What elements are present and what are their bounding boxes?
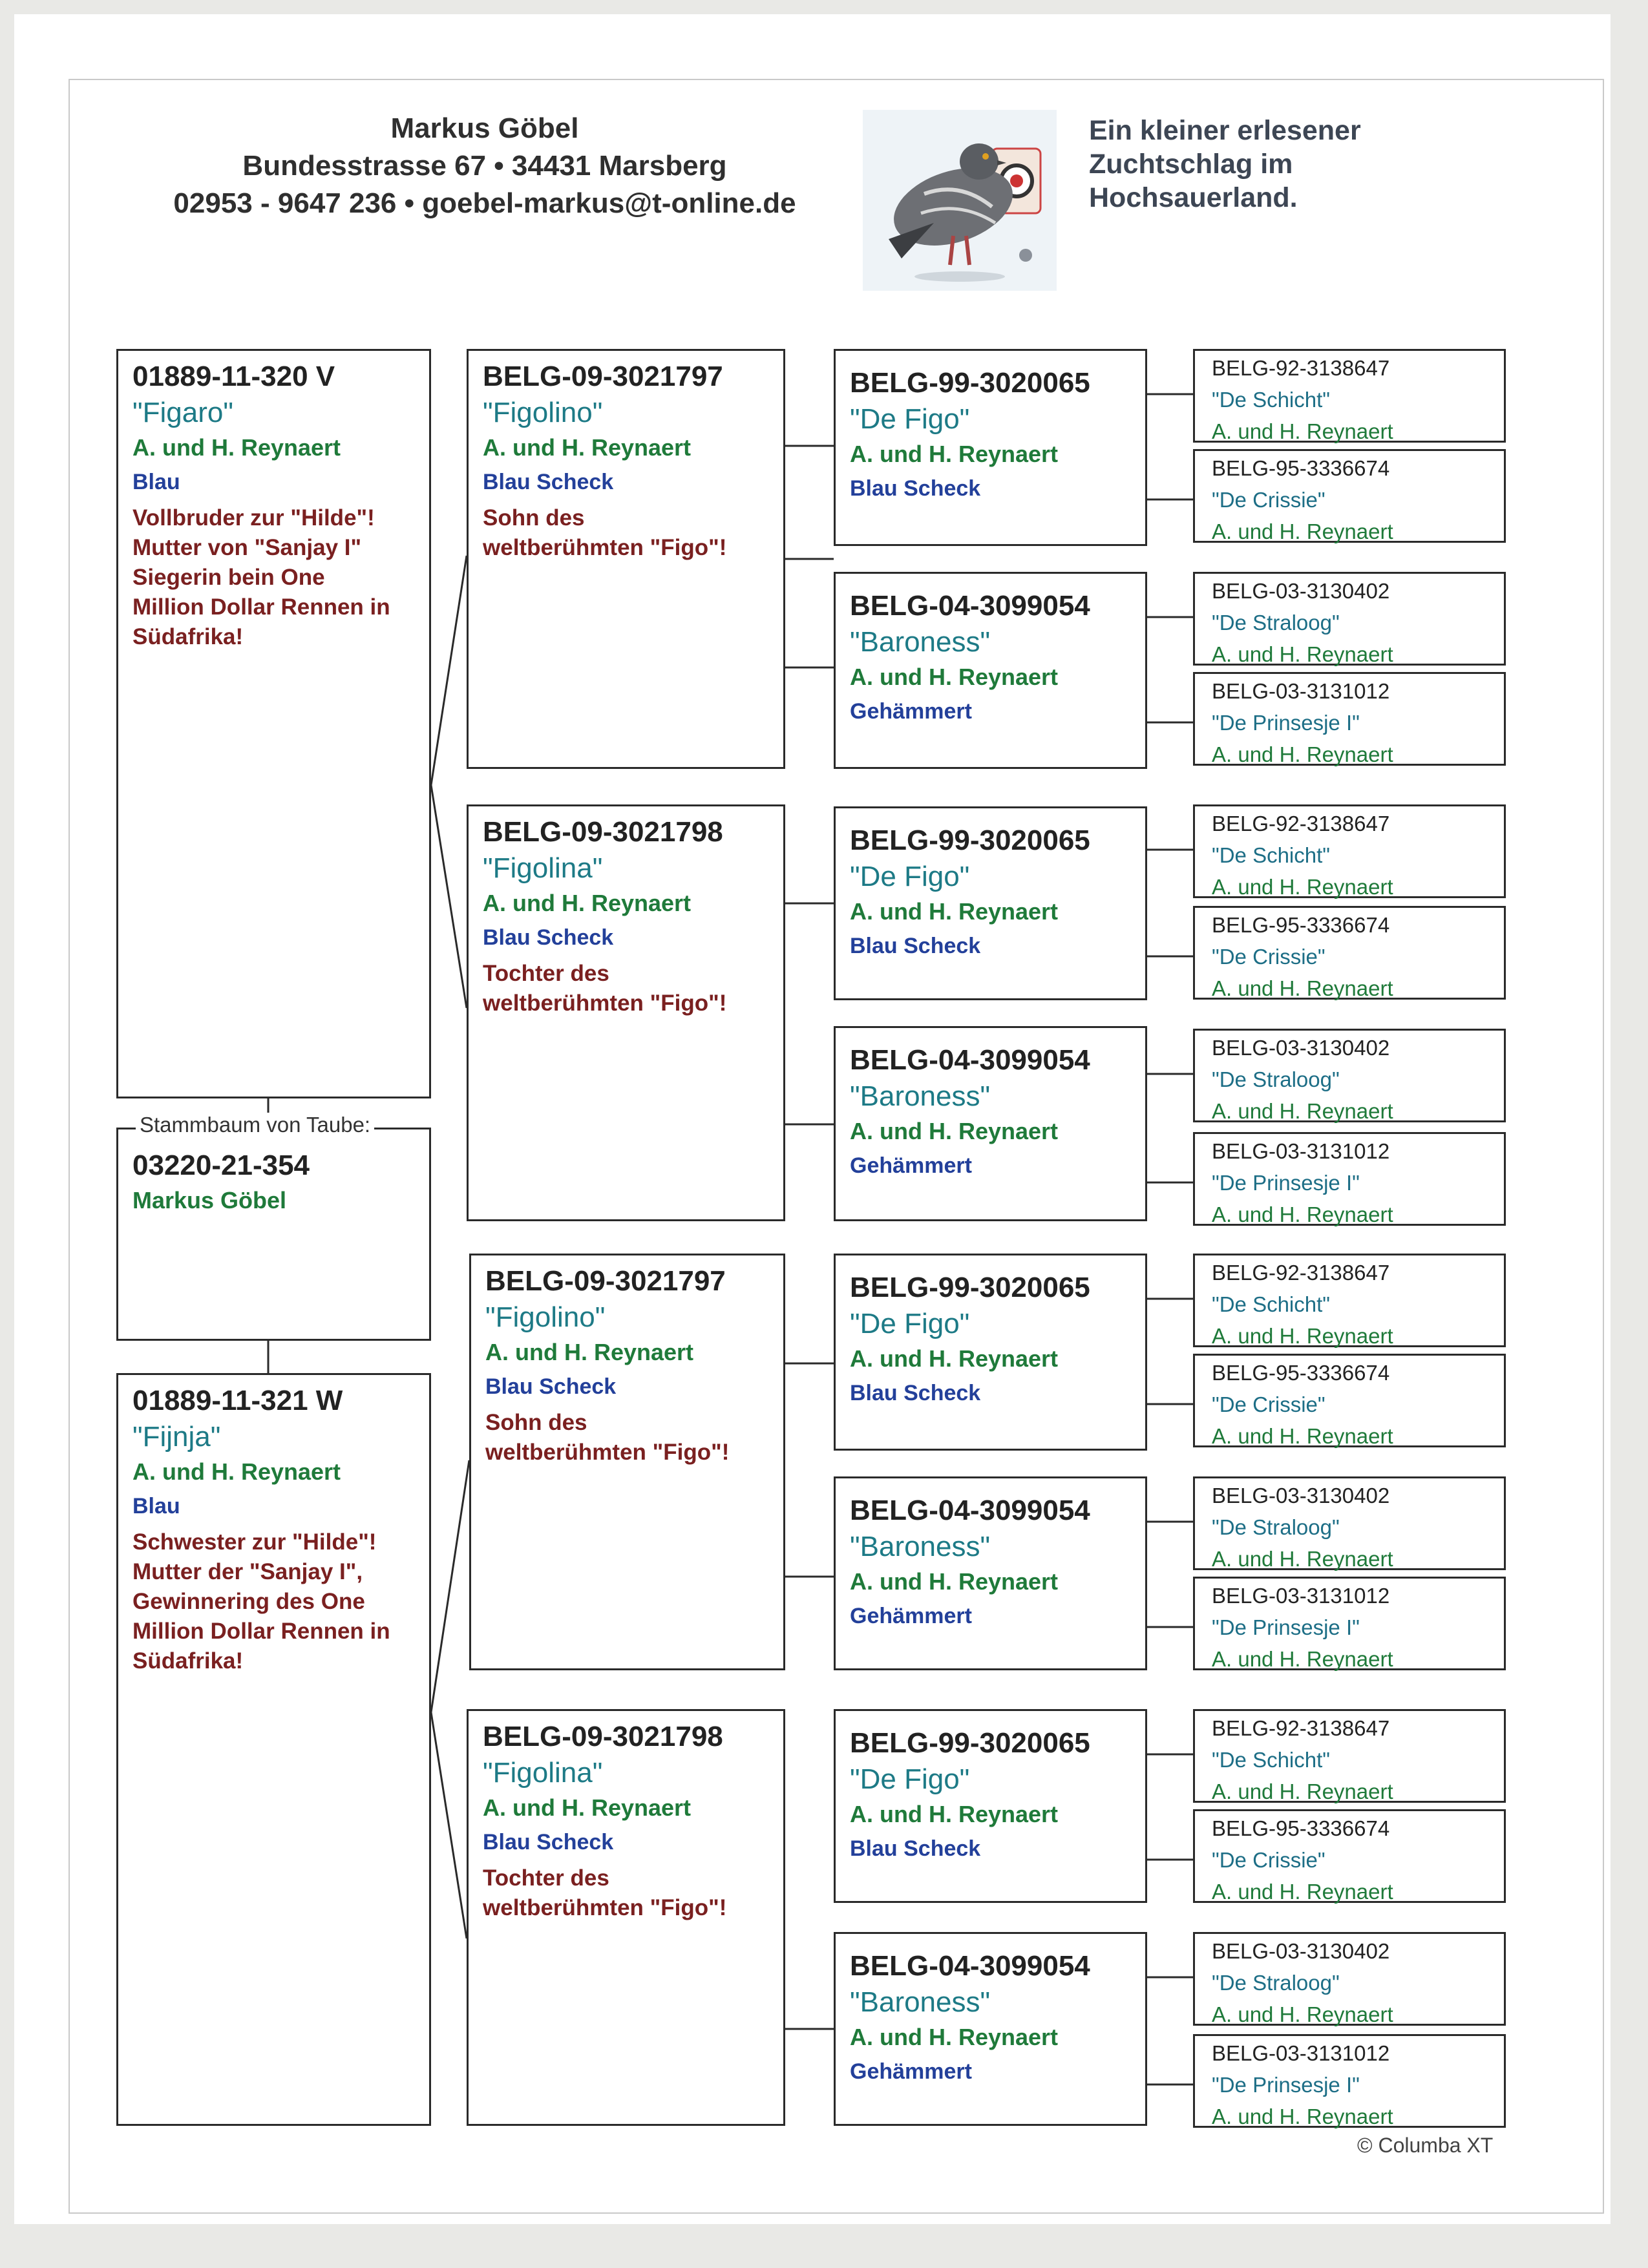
pigeon-name: "De Prinsesje I" [1212, 1171, 1360, 1195]
pigeon-breeder: A. und H. Reynaert [1212, 520, 1393, 543]
pigeon-name: "Figolina" [483, 1757, 603, 1789]
copyright: © Columba XT [1357, 2134, 1494, 2157]
father-name: "Figaro" [132, 397, 233, 428]
pigeon-ring: BELG-03-3131012 [1212, 1584, 1390, 1608]
pigeon-color: Blau Scheck [850, 934, 981, 958]
pigeon-breeder: A. und H. Reynaert [1212, 1202, 1393, 1226]
note-line: weltberühmten "Figo"! [485, 1440, 730, 1465]
note-line: Sohn des [483, 505, 585, 530]
pigeon-breeder: A. und H. Reynaert [1212, 1324, 1393, 1348]
mother-name: "Fijnja" [132, 1421, 221, 1453]
subject-owner: Markus Göbel [132, 1187, 287, 1213]
pigeon-name: "De Figo" [850, 1763, 970, 1795]
subject-box [116, 1128, 431, 1341]
breeder-name: Markus Göbel [390, 112, 579, 144]
pigeon-color: Gehämmert [850, 2059, 972, 2084]
pigeon-breeder: A. und H. Reynaert [1212, 976, 1393, 1000]
pigeon-breeder: A. und H. Reynaert [1212, 1547, 1393, 1571]
pigeon-name: "Baroness" [850, 1531, 991, 1562]
pigeon-breeder: A. und H. Reynaert [1212, 2105, 1393, 2128]
pigeon-name: "De Schicht" [1212, 1292, 1330, 1316]
pigeon-ring: BELG-95-3336674 [1212, 913, 1390, 937]
pigeon-breeder: A. und H. Reynaert [1212, 2002, 1393, 2026]
father-color: Blau [132, 470, 180, 494]
ancestor-box [1193, 449, 1506, 543]
pigeon-breeder: A. und H. Reynaert [1212, 1880, 1393, 1904]
pigeon-color: Blau Scheck [483, 925, 614, 950]
subject-legend: Stammbaum von Taube: [136, 1113, 374, 1137]
pigeon-ring: BELG-04-3099054 [850, 1495, 1090, 1526]
pigeon-ring: BELG-09-3021798 [483, 816, 723, 848]
mother-box [116, 1373, 431, 2126]
pigeon-name: "Figolina" [483, 852, 603, 884]
pigeon-name: "De Crissie" [1212, 488, 1326, 512]
pigeon-ring: BELG-09-3021797 [483, 361, 723, 392]
pigeon-ring: BELG-03-3130402 [1212, 579, 1390, 603]
subject-ring: 03220-21-354 [132, 1150, 310, 1181]
slogan-line-3: Hochsauerland. [1089, 182, 1298, 213]
breeder-contact: 02953 - 9647 236 • goebel-markus@t-online.de [173, 187, 796, 219]
ancestor-box [1193, 1354, 1506, 1447]
pigeon-name: "De Straloog" [1212, 1067, 1340, 1091]
grandparent-box [467, 804, 785, 1221]
great-grandparent-box [834, 1026, 1147, 1221]
pigeon-ring: BELG-04-3099054 [850, 1950, 1090, 1982]
pigeon-name: "De Straloog" [1212, 1971, 1340, 1995]
pigeon-ring: BELG-03-3130402 [1212, 1036, 1390, 1060]
pigeon-name: "De Schicht" [1212, 388, 1330, 412]
pigeon-ring: BELG-03-3130402 [1212, 1484, 1390, 1507]
pigeon-ring: BELG-03-3130402 [1212, 1939, 1390, 1963]
ancestor-box [1193, 2034, 1506, 2128]
pigeon-ring: BELG-99-3020065 [850, 1272, 1090, 1303]
pigeon-note [483, 959, 769, 1018]
pigeon-breeder: A. und H. Reynaert [1212, 419, 1393, 443]
breeder-address: Bundesstrasse 67 • 34431 Marsberg [242, 150, 727, 182]
pigeon-name: "Baroness" [850, 1080, 991, 1112]
pigeon-breeder: A. und H. Reynaert [850, 441, 1059, 467]
slogan-line-2: Zuchtschlag im [1089, 149, 1293, 180]
pigeon-color: Gehämmert [850, 1604, 972, 1628]
pigeon-ring: BELG-99-3020065 [850, 367, 1090, 399]
pigeon-breeder: A. und H. Reynaert [850, 1118, 1059, 1144]
mother-color: Blau [132, 1494, 180, 1518]
pigeon-ring: BELG-04-3099054 [850, 590, 1090, 622]
pigeon-name: "De Figo" [850, 403, 970, 435]
pigeon-breeder: A. und H. Reynaert [850, 664, 1059, 690]
pigeon-color: Gehämmert [850, 1153, 972, 1178]
ancestor-box [1193, 672, 1506, 766]
pigeon-color: Blau Scheck [483, 470, 614, 494]
ancestor-box [1193, 349, 1506, 443]
pigeon-name: "De Prinsesje I" [1212, 2073, 1360, 2097]
pigeon-ring: BELG-92-3138647 [1212, 1261, 1390, 1285]
pigeon-breeder: A. und H. Reynaert [1212, 1780, 1393, 1803]
pigeon-breeder: A. und H. Reynaert [483, 890, 692, 916]
pigeon-breeder: A. und H. Reynaert [1212, 875, 1393, 899]
note-line: weltberühmten "Figo"! [483, 1895, 727, 1920]
great-grandparent-box [834, 1254, 1147, 1451]
pigeon-ring: BELG-03-3131012 [1212, 679, 1390, 703]
pigeon-note [483, 503, 769, 563]
ancestor-box [1193, 1932, 1506, 2026]
pigeon-color: Blau Scheck [483, 1830, 614, 1854]
pigeon-ring: BELG-04-3099054 [850, 1044, 1090, 1076]
pigeon-name: "De Prinsesje I" [1212, 711, 1360, 735]
pigeon-name: "De Crissie" [1212, 1392, 1326, 1416]
note-line: Sohn des [485, 1410, 587, 1435]
pigeon-breeder: A. und H. Reynaert [483, 434, 692, 461]
note-line: Tochter des [483, 1865, 609, 1891]
pigeon-name: "Figolino" [485, 1301, 606, 1333]
pigeon-name: "De Figo" [850, 861, 970, 892]
pigeon-name: "Baroness" [850, 1986, 991, 2018]
pigeon-color: Blau Scheck [850, 1381, 981, 1405]
pigeon-name: "Figolino" [483, 397, 603, 428]
mother-note: Schwester zur "Hilde"! Mutter der "Sanjay I", Gewinnering des One Million Dollar Rennen in Südafrika! [132, 1529, 390, 1674]
great-grandparent-box [834, 572, 1147, 769]
ancestor-box [1193, 1132, 1506, 1226]
pigeon-ring: BELG-09-3021798 [483, 1721, 723, 1752]
great-grandparent-box [834, 349, 1147, 546]
pigeon-name: "De Prinsesje I" [1212, 1615, 1360, 1639]
pigeon-breeder: A. und H. Reynaert [1212, 1647, 1393, 1671]
pigeon-name: "De Crissie" [1212, 1848, 1326, 1872]
mother-ring: 01889-11-321 W [132, 1385, 343, 1416]
ancestor-box [1193, 804, 1506, 898]
mother-breeder: A. und H. Reynaert [132, 1458, 341, 1485]
pigeon-color: Gehämmert [850, 699, 972, 724]
note-line: Tochter des [483, 961, 609, 986]
pigeon-ring: BELG-03-3131012 [1212, 2041, 1390, 2065]
pigeon-breeder: A. und H. Reynaert [485, 1339, 694, 1365]
connector-line [431, 1712, 467, 1938]
ancestor-box [1193, 572, 1506, 666]
ancestor-box [1193, 1709, 1506, 1803]
great-grandparent-box [834, 1932, 1147, 2126]
pigeon-name: "De Straloog" [1212, 611, 1340, 635]
pigeon-name: "De Crissie" [1212, 945, 1326, 969]
pigeon-name: "De Figo" [850, 1308, 970, 1339]
pigeon-breeder: A. und H. Reynaert [483, 1794, 692, 1821]
slogan-line-1: Ein kleiner erlesener [1089, 115, 1361, 146]
note-line: weltberühmten "Figo"! [483, 535, 727, 560]
pigeon-breeder: A. und H. Reynaert [850, 1345, 1059, 1372]
pigeon-name: "Baroness" [850, 626, 991, 658]
pigeon-breeder: A. und H. Reynaert [1212, 1424, 1393, 1448]
ancestor-box [1193, 1809, 1506, 1903]
pigeon-ring: BELG-95-3336674 [1212, 456, 1390, 480]
pigeon-ring: BELG-92-3138647 [1212, 1716, 1390, 1740]
pigeon-ring: BELG-03-3131012 [1212, 1139, 1390, 1163]
pigeon-breeder: A. und H. Reynaert [1212, 742, 1393, 766]
pigeon-color: Blau Scheck [850, 1836, 981, 1861]
connector-line [431, 785, 467, 1008]
father-breeder: A. und H. Reynaert [132, 434, 341, 461]
grandparent-box [467, 1709, 785, 2126]
grandparent-box [467, 349, 785, 769]
note-line: weltberühmten "Figo"! [483, 991, 727, 1016]
grandparent-box [469, 1254, 785, 1670]
great-grandparent-box [834, 1709, 1147, 1903]
pigeon-ring: BELG-92-3138647 [1212, 356, 1390, 380]
pigeon-ring: BELG-99-3020065 [850, 824, 1090, 856]
ancestor-box [1193, 1029, 1506, 1122]
father-ring: 01889-11-320 V [132, 361, 335, 392]
pigeon-ring: BELG-99-3020065 [850, 1727, 1090, 1759]
pigeon-name: "De Schicht" [1212, 1748, 1330, 1772]
pigeon-color: Blau Scheck [485, 1374, 617, 1399]
ancestor-box [1193, 906, 1506, 1000]
pigeon-name: "De Straloog" [1212, 1515, 1340, 1539]
pigeon-ring: BELG-92-3138647 [1212, 812, 1390, 835]
pigeon-ring: BELG-95-3336674 [1212, 1361, 1390, 1385]
pigeon-breeder: A. und H. Reynaert [1212, 1099, 1393, 1123]
pigeon-color: Blau Scheck [850, 476, 981, 501]
pigeon-note [485, 1408, 769, 1467]
pigeon-breeder: A. und H. Reynaert [850, 1568, 1059, 1595]
connector-line [431, 556, 467, 785]
great-grandparent-box [834, 1476, 1147, 1670]
pigeon-breeder: A. und H. Reynaert [850, 2024, 1059, 2050]
father-box [116, 349, 431, 1098]
father-note: Vollbruder zur "Hilde"! Mutter von "Sanjay I" Siegerin bein One Million Dollar Rennen in Südafrika! [132, 505, 390, 649]
pigeon-breeder: A. und H. Reynaert [850, 1801, 1059, 1827]
pigeon-ring: BELG-09-3021797 [485, 1265, 726, 1297]
pigeon-breeder: A. und H. Reynaert [850, 898, 1059, 925]
pigeon-breeder: A. und H. Reynaert [1212, 642, 1393, 666]
ancestor-box [1193, 1254, 1506, 1347]
pigeon-name: "De Schicht" [1212, 843, 1330, 867]
ancestor-box [1193, 1577, 1506, 1670]
connector-line [431, 1460, 469, 1712]
great-grandparent-box [834, 806, 1147, 1000]
pigeon-note [483, 1864, 769, 1923]
pigeon-ring: BELG-95-3336674 [1212, 1816, 1390, 1840]
ancestor-box [1193, 1476, 1506, 1570]
